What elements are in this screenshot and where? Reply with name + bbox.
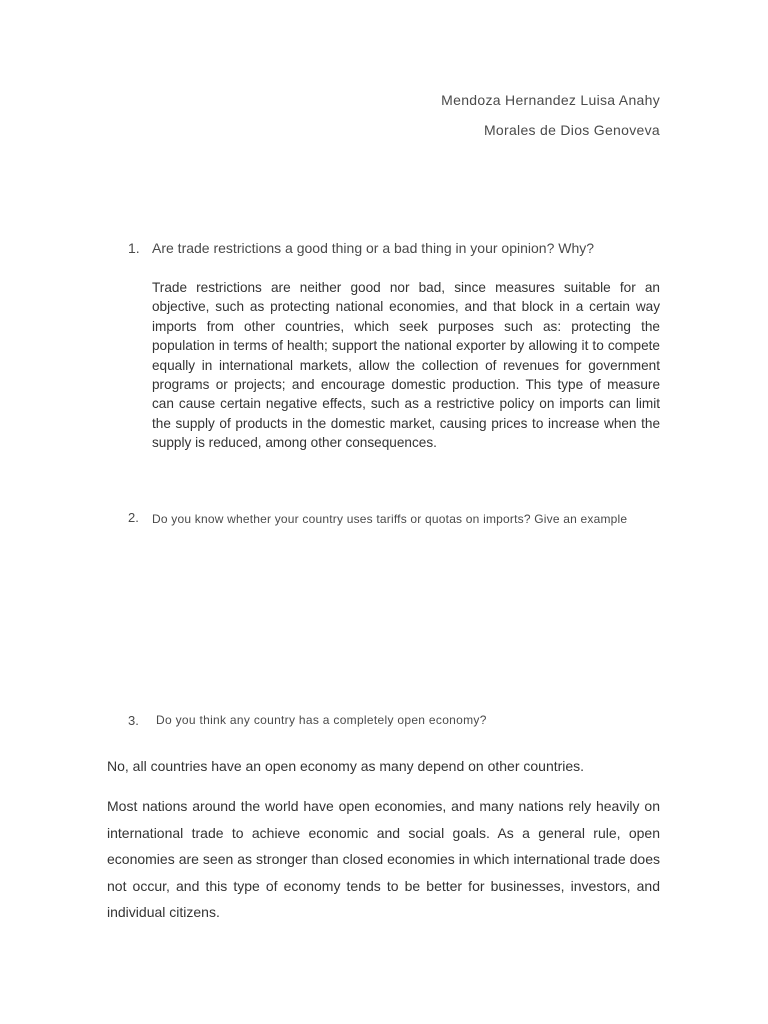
question-1-text: Are trade restrictions a good thing or a bad thing in your opinion? Why?: [152, 240, 595, 256]
question-1-answer: Trade restrictions are neither good nor bad, since measures suitable for an objective, such as protecting national economies, and that block in a certain way imports from other countries, which seek purposes such as: protecting the population in terms of health; support the national exporter by allowing it to compete equally in international markets, allow the collection of revenues for government programs or projects; and encourage domestic production. This type of measure can cause certain negative effects, such as a restrictive policy on imports can limit the supply of products in the domestic market, causing prices to increase when the supply is reduced, among other consequences.: [152, 280, 660, 451]
question-2-number: 2.: [128, 510, 139, 525]
question-2-text: Do you know whether your country uses tariffs or quotas on imports? Give an example: [152, 512, 628, 526]
question-3-answer-paragraph: Most nations around the world have open economies, and many nations rely heavily on international trade to achieve economic and social goals. As a general rule, open economies are seen as stronger than closed economies in which international trade does not occur, and this type of economy tends to be better for businesses, investors, and individual citizens.: [107, 798, 660, 921]
question-3-text: Do you think any country has a completely open economy?: [156, 713, 487, 727]
question-1-number: 1.: [128, 240, 140, 256]
author-name-2: Morales de Dios Genoveva: [483, 122, 660, 138]
question-3-answer-summary: No, all countries have an open economy as many depend on other countries.: [107, 758, 585, 774]
question-3-number: 3.: [128, 713, 139, 728]
author-name-1: Mendoza Hernandez Luisa Anahy: [441, 92, 660, 108]
